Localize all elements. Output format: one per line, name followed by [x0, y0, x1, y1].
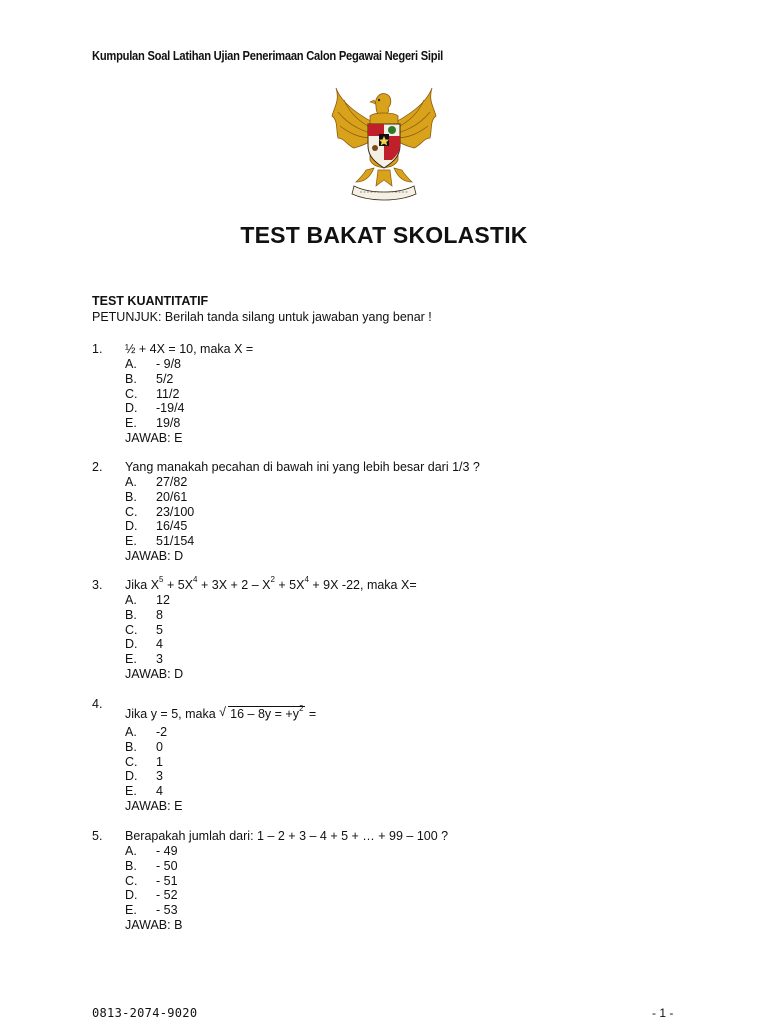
option-b: B. 5/2: [125, 371, 174, 386]
garuda-emblem: [330, 86, 438, 204]
question-stem: Berapakah jumlah dari: 1 – 2 + 3 – 4 + 5 + … + 99 – 100 ?: [125, 829, 449, 843]
footer-phone: 0813-2074-9020: [92, 1006, 198, 1020]
option-a: A. 12: [125, 593, 170, 607]
option-e: E. 19/8: [125, 416, 181, 431]
answer-text: JAWAB: D: [125, 666, 184, 681]
question-stem: Yang manakah pecahan di bawah ini yang lebih besar dari 1/3 ?: [125, 460, 480, 474]
question-number: 2.: [92, 460, 103, 474]
question-stem: Jika $X^5 + 5X^4 + 3X + 2 - X^2 + 5X^4 + 9X$ -22, maka X=: [125, 574, 417, 592]
option-d: D. -19/4: [125, 401, 185, 416]
option-b: B. 0: [125, 739, 163, 754]
answer-text: JAWAB: E: [125, 798, 183, 813]
option-d: D. 4: [125, 637, 163, 652]
option-b: B. 20/61: [125, 489, 188, 504]
option-c: C. 5: [125, 622, 163, 637]
option-b: B. 8: [125, 607, 163, 622]
option-c: C. 11/2: [125, 386, 180, 401]
answer-text: JAWAB: E: [125, 430, 183, 445]
option-a: A. - 9/8: [125, 357, 182, 371]
page-number: - 1 -: [652, 1006, 674, 1020]
instruction-text: PETUNJUK: Berilah tanda silang untuk jawaban yang benar !: [92, 310, 432, 324]
answer-text: JAWAB: D: [125, 548, 184, 563]
option-a: A. 27/82: [125, 475, 188, 489]
option-d: D. - 52: [125, 888, 178, 903]
question-number: 3.: [92, 578, 103, 592]
option-d: D. 16/45: [125, 519, 188, 534]
option-e: E. 3: [125, 652, 163, 667]
option-a: A. -2: [125, 725, 168, 739]
option-e: E. - 53: [125, 903, 178, 918]
option-b: B. - 50: [125, 858, 178, 873]
question-number: 5.: [92, 829, 103, 843]
option-c: C. 23/100: [125, 504, 195, 519]
option-c: C. - 51: [125, 873, 178, 888]
question-stem: ½ + 4X = 10, maka X =: [125, 342, 254, 356]
question-number: 4.: [92, 697, 103, 711]
section-title: TEST KUANTITATIF: [92, 294, 209, 308]
option-d: D. 3: [125, 769, 163, 784]
document-header: Kumpulan Soal Latihan Ujian Penerimaan Calon Pegawai Negeri Sipil: [92, 48, 444, 63]
option-e: E. 4: [125, 784, 163, 799]
square-root: √ $16 - 8y = +y^2$: [219, 703, 304, 721]
question-number: 1.: [92, 342, 103, 356]
option-a: A. - 49: [125, 844, 178, 858]
answer-text: JAWAB: B: [125, 917, 183, 932]
option-e: E. 51/154: [125, 534, 195, 549]
option-c: C. 1: [125, 754, 163, 769]
question-stem: Jika y = 5, maka √ $16 - 8y = +y^2$ =: [125, 703, 317, 721]
page-title: TEST BAKAT SKOLASTIK: [240, 222, 528, 248]
